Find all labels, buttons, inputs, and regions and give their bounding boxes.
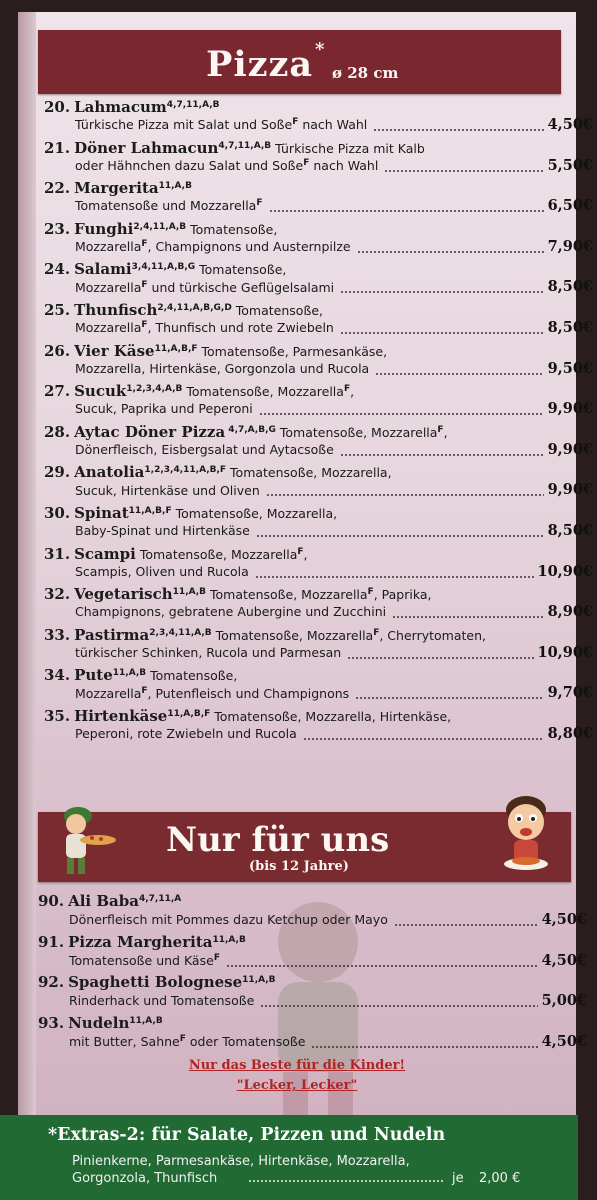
item-price: 6,50€: [547, 197, 593, 215]
extras-leader-dots: [248, 1180, 444, 1182]
leader-dots: [340, 332, 544, 334]
item-description-2: Rinderhack und Tomatensoße: [69, 993, 255, 1009]
item-description-1: Tomatensoße, Parmesankäse,: [197, 343, 388, 359]
item-price: 8,90€: [547, 603, 593, 621]
menu-item-line-1: [44, 260, 566, 280]
item-name: Döner Lahmacun: [74, 138, 219, 157]
item-name: Margerita: [74, 179, 159, 198]
asterisk-mark: *: [315, 39, 325, 60]
item-price: 4,50€: [541, 1032, 587, 1050]
item-allergen-codes: 11,A,B: [212, 934, 246, 945]
item-description-2: Sucuk, Hirtenkäse und Oliven: [75, 482, 260, 498]
item-price: 4,50€: [541, 911, 587, 928]
menu-item-line-1: [44, 504, 566, 524]
item-name: Lahmacum: [74, 98, 167, 116]
item-name: Funghi: [74, 219, 134, 238]
menu-item-line-1: [44, 707, 566, 727]
item-name: Thunfisch: [74, 301, 158, 319]
item-price: 7,90€: [547, 237, 593, 255]
item-description-1: Tomatensoße, Mozzarella,: [226, 465, 392, 481]
item-description-2: Champignons, gebratene Aubergine und Zucchini: [75, 604, 387, 620]
item-allergen-codes: 4,7,A,B,G: [225, 424, 276, 435]
item-price: 9,50€: [547, 359, 593, 377]
kids-slogan-1: Nur das Beste für die Kinder!: [188, 1058, 406, 1073]
item-allergen-codes: 11,A,B,F: [154, 343, 198, 354]
menu-item-line-1: [44, 545, 566, 565]
menu-item-line-1: [38, 973, 560, 993]
item-allergen-codes: 4,7,11,A,B: [218, 140, 272, 151]
item-description-1: Tomatensoße,: [146, 668, 238, 684]
menu-item-line-2: [44, 604, 597, 624]
item-price: 5,00€: [541, 992, 587, 1009]
item-description-1-sup: F: [373, 627, 380, 638]
item-number: 22.: [44, 179, 71, 198]
leader-dots: [375, 373, 543, 375]
menu-item-line-2: [44, 361, 597, 381]
leader-dots: [384, 170, 543, 172]
leader-dots: [260, 1005, 537, 1007]
item-name: Pastirma: [74, 625, 150, 644]
extras-line-1: Pinienkerne, Parmesankäse, Hirtenkäse, Mozzarella,: [72, 1154, 410, 1169]
menu-item-line-1: [44, 463, 566, 483]
item-price: 8,50€: [547, 522, 593, 539]
item-name: Aytac Döner Pizza: [74, 422, 226, 441]
section-subtitle-kids: (bis 12 Jahre): [249, 859, 349, 874]
menu-item-line-1: [44, 301, 566, 321]
item-price: 8,50€: [547, 278, 593, 296]
item-description-2: Scampis, Oliven und Rucola: [75, 563, 249, 579]
menu-item-line-1: [38, 1014, 560, 1034]
menu-item-line-2: [44, 279, 597, 299]
item-number: 28.: [44, 422, 71, 441]
item-number: 20.: [44, 98, 71, 116]
item-price: 4,50€: [541, 951, 587, 969]
item-number: 29.: [44, 463, 71, 482]
item-description-1: Tomatensoße,: [231, 303, 323, 318]
item-allergen-codes: 4,7,11,A: [138, 893, 182, 904]
leader-dots: [373, 129, 543, 131]
pizza-size-label: ø 28 cm: [332, 64, 399, 82]
item-description-2: Sucuk, Paprika und Peperoni: [75, 401, 253, 417]
menu-item-line-1: [44, 666, 566, 686]
item-name: Spaghetti Bolognese: [68, 973, 243, 991]
item-number: 32.: [44, 585, 71, 604]
item-name: Anatolia: [74, 463, 145, 482]
item-description-1-tail: ,: [303, 546, 308, 562]
item-price: 10,90€: [537, 643, 593, 661]
extras-title: *Extras-2: für Salate, Pizzen und Nudeln: [48, 1125, 446, 1145]
leader-dots: [311, 1046, 537, 1048]
item-description-1-sup: F: [367, 587, 374, 598]
item-allergen-codes: 2,3,4,11,A,B: [149, 627, 212, 638]
item-description-1-tail: , Cherrytomaten,: [379, 627, 486, 643]
item-description-1: Tomatensoße,: [195, 262, 287, 278]
item-name: Vegetarisch: [74, 585, 173, 604]
leader-dots: [355, 697, 543, 699]
section-title-pizza: Pizza: [206, 44, 314, 85]
menu-item-line-2: [44, 645, 597, 665]
menu-item-line-1: [44, 139, 566, 159]
item-number: 25.: [44, 301, 71, 319]
item-number: 21.: [44, 138, 71, 157]
item-description-1-tail: ,: [350, 384, 355, 400]
menu-item-line-2: [44, 726, 597, 746]
item-price: 9,90€: [547, 400, 593, 418]
item-description-2: Peperoni, rote Zwiebeln und Rucola: [75, 726, 297, 742]
item-number: 26.: [44, 341, 71, 360]
item-name: Scampi: [74, 544, 136, 563]
menu-item-line-2: [44, 564, 597, 584]
section-title-kids: Nur für uns: [166, 820, 390, 860]
item-allergen-codes: 11,A,B: [129, 1015, 163, 1026]
item-name: Pute: [74, 666, 113, 685]
item-allergen-codes: 3,4,11,A,B,G: [131, 262, 196, 273]
item-description-2: Tomatensoße und Mozzarella$^F$: [75, 198, 263, 214]
item-price: 10,90€: [537, 562, 593, 580]
menu-page: [18, 12, 593, 1200]
kids-slogan-2: "Lecker, Lecker": [236, 1078, 358, 1093]
menu-item-line-1: [44, 382, 566, 402]
menu-item-line-1: [44, 423, 566, 443]
menu-item-line-2: [44, 239, 597, 259]
item-allergen-codes: 2,4,11,A,B: [133, 221, 187, 232]
menu-item-line-2: [44, 401, 597, 421]
leader-dots: [303, 738, 544, 740]
item-name: Vier Käse: [74, 341, 155, 360]
item-description-2: Dönerfleisch, Eisbergsalat und Aytacsoße: [75, 441, 334, 457]
extras-price-prefix: je: [452, 1171, 464, 1186]
menu-item-line-1: [44, 342, 566, 362]
menu-item-line-1: [44, 626, 566, 646]
menu-item-line-2: [44, 198, 597, 218]
extras-line-2: Gorgonzola, Thunfisch: [72, 1171, 218, 1186]
menu-item-line-2: [44, 117, 597, 137]
item-description-1: Türkische Pizza mit Kalb: [271, 140, 425, 156]
item-description-2: Mozzarella$^F$, Putenfleisch und Champignons: [75, 685, 350, 701]
leader-dots: [347, 657, 533, 659]
item-name: Hirtenkäse: [74, 707, 168, 725]
leader-dots: [340, 454, 544, 456]
item-number: 91.: [38, 932, 65, 951]
item-allergen-codes: 11,A,B: [172, 587, 207, 598]
item-description-1-sup: F: [343, 384, 351, 395]
item-description-2: Dönerfleisch mit Pommes dazu Ketchup oder Mayo: [69, 912, 388, 928]
leader-dots: [357, 251, 544, 253]
item-allergen-codes: 1,2,3,4,11,A,B,F: [144, 465, 227, 476]
leader-dots: [269, 210, 544, 212]
item-description-2: mit Butter, Sahne$^F$ oder Tomatensoße: [69, 1033, 306, 1049]
item-description-1-sup: F: [437, 424, 444, 435]
item-description-1: Tomatensoße, Mozzarella: [275, 424, 438, 440]
item-allergen-codes: 2,4,11,A,B,G,D: [157, 302, 232, 313]
item-description-1: Tomatensoße, Mozzarella, Hirtenkäse,: [210, 709, 452, 724]
item-description-1: Tomatensoße,: [186, 221, 278, 237]
item-name: Ali Baba: [68, 892, 139, 910]
item-description-2: Mozzarella$^F$, Thunfisch und rote Zwiebeln: [75, 320, 334, 336]
menu-item-line-2: [44, 523, 597, 543]
item-allergen-codes: 11,A,B: [242, 974, 276, 985]
item-number: 92.: [38, 973, 65, 991]
item-allergen-codes: 11,A,B: [112, 668, 147, 679]
menu-item-line-1: [44, 98, 566, 118]
item-description-1: Tomatensoße, Mozzarella: [135, 546, 298, 562]
item-name: Spinat: [74, 504, 129, 522]
item-description-1-tail: ,: [443, 424, 448, 440]
menu-item-line-1: [44, 179, 566, 199]
leader-dots: [340, 291, 543, 293]
item-name: Sucuk: [74, 382, 127, 401]
item-number: 34.: [44, 666, 71, 685]
extras-bar: [0, 1115, 578, 1200]
item-description-2: türkischer Schinken, Rucola und Parmesan: [75, 644, 342, 660]
leader-dots: [255, 576, 534, 578]
item-number: 31.: [44, 544, 71, 563]
item-number: 90.: [38, 892, 65, 910]
leader-dots: [392, 616, 543, 618]
item-description-2: Mozzarella$^F$, Champignons und Austernpilze: [75, 238, 351, 254]
item-number: 35.: [44, 707, 71, 725]
item-price: 8,50€: [547, 319, 593, 336]
item-description-2: Türkische Pizza mit Salat und Soße$^F$ nach Wahl: [75, 117, 368, 133]
menu-item-line-2: [38, 953, 591, 973]
item-description-1: Tomatensoße, Mozzarella,: [171, 506, 338, 521]
item-number: 30.: [44, 504, 71, 522]
item-name: Nudeln: [68, 1013, 130, 1032]
item-price: 9,90€: [547, 440, 593, 458]
menu-item-line-1: [44, 220, 566, 240]
item-description-1: Tomatensoße, Mozzarella: [182, 384, 344, 400]
item-description-1: Tomatensoße, Mozzarella: [206, 587, 368, 603]
item-number: 27.: [44, 382, 71, 401]
item-allergen-codes: 11,A,B: [158, 181, 192, 192]
menu-item-line-1: [44, 585, 566, 605]
item-allergen-codes: 4,7,11,A,B: [166, 99, 220, 110]
menu-item-line-1: [38, 892, 560, 912]
leader-dots: [266, 494, 544, 496]
item-price: 4,50€: [547, 116, 593, 133]
item-description-2: Mozzarella$^F$ und türkische Geflügelsalami: [75, 279, 335, 295]
item-price: 9,70€: [547, 684, 593, 702]
item-description-2: Baby-Spinat und Hirtenkäse: [75, 523, 250, 539]
extras-price: 2,00 €: [479, 1171, 521, 1186]
item-description-1: Tomatensoße, Mozzarella: [211, 627, 374, 643]
menu-item-line-2: [44, 685, 597, 705]
item-price: 8,80€: [547, 725, 593, 742]
menu-item-line-1: [38, 933, 560, 953]
item-description-2: oder Hähnchen dazu Salat und Soße$^F$ nach Wahl: [75, 157, 379, 173]
item-number: 23.: [44, 219, 71, 238]
menu-item-line-2: [44, 320, 597, 340]
item-description-1-sup: F: [297, 546, 304, 557]
item-description-2: Mozzarella, Hirtenkäse, Gorgonzola und Rucola: [75, 360, 370, 376]
kid-spaghetti-illustration: [488, 790, 568, 882]
menu-item-line-2: [38, 1034, 591, 1054]
item-allergen-codes: 11,A,B,F: [128, 505, 172, 516]
item-description-2: Tomatensoße und Käse$^F$: [69, 952, 220, 968]
item-description-1-tail: , Paprika,: [373, 587, 432, 603]
menu-item-line-2: [44, 442, 597, 462]
item-price: 5,50€: [547, 156, 593, 174]
leader-dots: [394, 924, 538, 926]
kid-chef-illustration: [40, 794, 120, 884]
menu-item-line-2: [44, 482, 597, 502]
pizza-banner: [38, 30, 561, 94]
menu-item-line-2: [44, 158, 597, 178]
leader-dots: [259, 413, 544, 415]
item-number: 33.: [44, 625, 71, 644]
item-name: Pizza Margherita: [68, 932, 213, 951]
leader-dots: [226, 965, 538, 967]
item-allergen-codes: 11,A,B,F: [167, 708, 211, 719]
item-number: 93.: [38, 1013, 65, 1032]
leader-dots: [256, 535, 544, 537]
item-number: 24.: [44, 260, 71, 279]
menu-item-line-2: [38, 993, 591, 1013]
item-price: 9,90€: [547, 481, 593, 499]
item-name: Salami: [74, 260, 132, 279]
menu-item-line-2: [38, 912, 591, 932]
item-allergen-codes: 1,2,3,4,A,B: [126, 384, 183, 395]
